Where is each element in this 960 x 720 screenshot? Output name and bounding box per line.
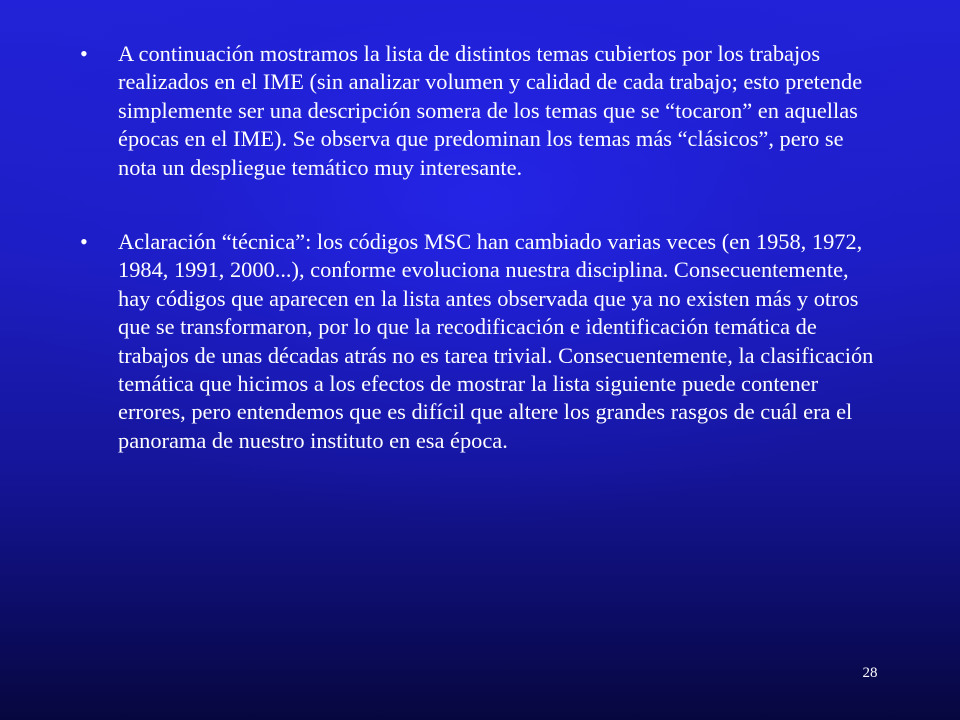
bullet-item-clarification [78,228,878,455]
bullet-marker: • [80,229,88,255]
bullet-text: Aclaración “técnica”: los códigos MSC han cambiado varias veces (en 1958, 1972, 1984, 1991, 2000...), conforme evoluciona nuestra disciplina. Consecuentemente, hay códigos que aparecen en la lista antes observada que ya no existen más y otros que se transformaron, por lo que la recodificación e identificación temática de trabajos de unas décadas atrás no es tarea trivial. Consecuentemente, la clasificación temática que hicimos a los efectos de mostrar la lista siguiente puede contener errores, pero entendemos que es difícil que altere los grandes rasgos de cuál era el panorama de nuestro instituto en esa época. [118,229,874,453]
bullet-text: A continuación mostramos la lista de distintos temas cubiertos por los trabajos realizados en el IME (sin analizar volumen y calidad de cada trabajo; esto pretende simplemente ser una descripción somera de los temas que se “tocaron” en aquellas épocas en el IME). Se observa que predominan los temas más “clásicos”, pero se nota un despliegue temático muy interesante. [118,41,863,180]
bullet-list [78,40,878,455]
bullet-item-intro [78,40,878,182]
page-number: 28 [862,665,878,681]
bullet-marker: • [80,41,88,66]
